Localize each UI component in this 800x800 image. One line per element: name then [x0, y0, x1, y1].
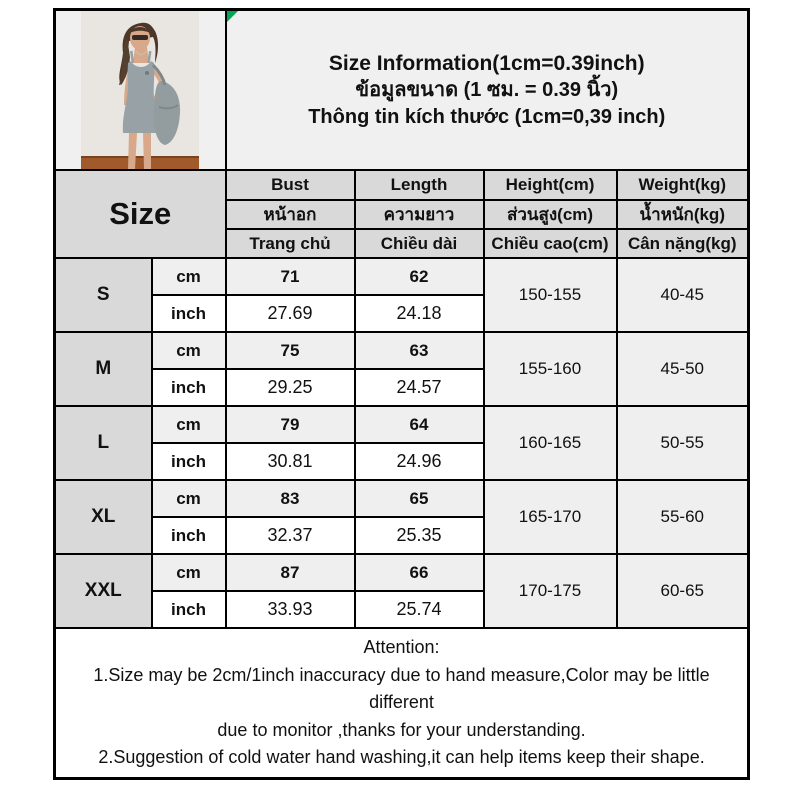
weight-range-m: 45-50: [617, 332, 749, 406]
title-cell: [226, 10, 749, 171]
unit-cm: cm: [152, 258, 226, 295]
weight-range-xxl: 60-65: [617, 554, 749, 628]
size-label-l: L: [55, 406, 152, 480]
attention-line: due to monitor ,thanks for your understanding.: [217, 719, 586, 740]
length-inch-m: 24.57: [355, 369, 484, 406]
col-header-weight-en: Weight(kg): [617, 170, 749, 200]
weight-range-l: 50-55: [617, 406, 749, 480]
bust-inch-xxl: 33.93: [226, 591, 355, 628]
length-cm-xxl: 66: [355, 554, 484, 591]
col-header-height-en: Height(cm): [484, 170, 617, 200]
title-thai: ข้อมูลขนาด (1 ซม. = 0.39 นิ้ว): [355, 78, 619, 101]
length-inch-xxl: 25.74: [355, 591, 484, 628]
size-table: [53, 8, 750, 780]
col-header-weight-th: น้ำหนัก(kg): [617, 200, 749, 229]
col-header-length-vi: Chiều dài: [355, 229, 484, 258]
unit-cm: cm: [152, 554, 226, 591]
col-header-length-th: ความยาว: [355, 200, 484, 229]
unit-inch: inch: [152, 443, 226, 480]
attention-line: 1.Size may be 2cm/1inch inaccuracy due to hand measure,Color may be little different: [93, 664, 710, 712]
length-inch-s: 24.18: [355, 295, 484, 332]
product-photo: [56, 11, 225, 169]
bust-cm-m: 75: [226, 332, 355, 369]
unit-cm: cm: [152, 332, 226, 369]
size-label-m: M: [55, 332, 152, 406]
bust-inch-xl: 32.37: [226, 517, 355, 554]
length-cm-l: 64: [355, 406, 484, 443]
height-range-xxl: 170-175: [484, 554, 617, 628]
col-header-weight-vi: Cân nặng(kg): [617, 229, 749, 258]
length-cm-m: 63: [355, 332, 484, 369]
attention-line: Attention:: [363, 637, 440, 657]
col-header-bust-en: Bust: [226, 170, 355, 200]
bust-cm-xxl: 87: [226, 554, 355, 591]
attention-line: 2.Suggestion of cold water hand washing,it can help items keep their shape.: [98, 747, 705, 767]
height-range-s: 150-155: [484, 258, 617, 332]
size-header-cell: Size: [55, 170, 226, 258]
bust-cm-l: 79: [226, 406, 355, 443]
weight-range-xl: 55-60: [617, 480, 749, 554]
unit-inch: inch: [152, 517, 226, 554]
length-cm-s: 62: [355, 258, 484, 295]
size-label-xl: XL: [55, 480, 152, 554]
product-image-cell: [55, 10, 226, 171]
bust-cm-xl: 83: [226, 480, 355, 517]
length-cm-xl: 65: [355, 480, 484, 517]
bust-inch-m: 29.25: [226, 369, 355, 406]
col-header-height-vi: Chiều cao(cm): [484, 229, 617, 258]
col-header-length-en: Length: [355, 170, 484, 200]
weight-range-s: 40-45: [617, 258, 749, 332]
height-range-xl: 165-170: [484, 480, 617, 554]
unit-inch: inch: [152, 369, 226, 406]
unit-cm: cm: [152, 480, 226, 517]
unit-inch: inch: [152, 591, 226, 628]
unit-cm: cm: [152, 406, 226, 443]
length-inch-xl: 25.35: [355, 517, 484, 554]
col-header-height-th: ส่วนสูง(cm): [484, 200, 617, 229]
attention-note: [55, 628, 749, 778]
height-range-l: 160-165: [484, 406, 617, 480]
length-inch-l: 24.96: [355, 443, 484, 480]
col-header-bust-th: หน้าอก: [226, 200, 355, 229]
bust-cm-s: 71: [226, 258, 355, 295]
height-range-m: 155-160: [484, 332, 617, 406]
bust-inch-s: 27.69: [226, 295, 355, 332]
bust-inch-l: 30.81: [226, 443, 355, 480]
title-english: Size Information(1cm=0.39inch): [328, 51, 645, 75]
unit-inch: inch: [152, 295, 226, 332]
size-label-s: S: [55, 258, 152, 332]
size-label-xxl: XXL: [55, 554, 152, 628]
title-vietnamese: Thông tin kích thước (1cm=0,39 inch): [308, 105, 666, 128]
cell-flag-icon: [227, 11, 238, 22]
col-header-bust-vi: Trang chủ: [226, 229, 355, 258]
model-photo-illustration: [81, 11, 199, 169]
